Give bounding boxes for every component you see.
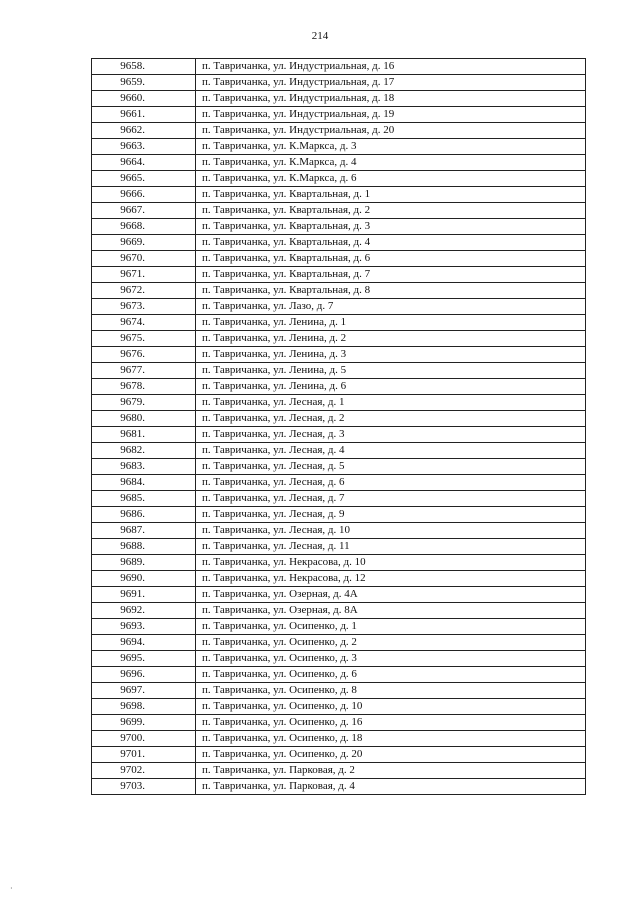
address-cell: п. Тавричанка, ул. К.Маркса, д. 4	[196, 155, 586, 171]
address-cell: п. Тавричанка, ул. Ленина, д. 3	[196, 347, 586, 363]
address-cell: п. Тавричанка, ул. Осипенко, д. 2	[196, 635, 586, 651]
row-number-cell: 9659.	[92, 75, 196, 91]
table-row	[92, 187, 586, 203]
address-cell: п. Тавричанка, ул. Осипенко, д. 20	[196, 747, 586, 763]
address-cell: п. Тавричанка, ул. Осипенко, д. 6	[196, 667, 586, 683]
address-cell: п. Тавричанка, ул. Некрасова, д. 12	[196, 571, 586, 587]
row-number-cell: 9669.	[92, 235, 196, 251]
table-row	[92, 523, 586, 539]
address-cell: п. Тавричанка, ул. Лесная, д. 4	[196, 443, 586, 459]
table-row	[92, 619, 586, 635]
table-row	[92, 411, 586, 427]
row-number-cell: 9677.	[92, 363, 196, 379]
row-number-cell: 9672.	[92, 283, 196, 299]
table-row	[92, 587, 586, 603]
table-row	[92, 667, 586, 683]
row-number-cell: 9695.	[92, 651, 196, 667]
table-row	[92, 283, 586, 299]
row-number-cell: 9693.	[92, 619, 196, 635]
row-number-cell: 9699.	[92, 715, 196, 731]
address-cell: п. Тавричанка, ул. Индустриальная, д. 16	[196, 59, 586, 75]
table-row	[92, 219, 586, 235]
table-row	[92, 427, 586, 443]
address-cell: п. Тавричанка, ул. Лесная, д. 6	[196, 475, 586, 491]
address-cell: п. Тавричанка, ул. Лесная, д. 9	[196, 507, 586, 523]
address-table-body	[92, 59, 586, 795]
address-cell: п. Тавричанка, ул. Квартальная, д. 6	[196, 251, 586, 267]
address-cell: п. Тавричанка, ул. Осипенко, д. 10	[196, 699, 586, 715]
row-number-cell: 9691.	[92, 587, 196, 603]
row-number-cell: 9689.	[92, 555, 196, 571]
address-cell: п. Тавричанка, ул. Квартальная, д. 2	[196, 203, 586, 219]
row-number-cell: 9678.	[92, 379, 196, 395]
address-cell: п. Тавричанка, ул. Квартальная, д. 1	[196, 187, 586, 203]
table-row	[92, 299, 586, 315]
table-row	[92, 139, 586, 155]
table-row	[92, 715, 586, 731]
table-row	[92, 555, 586, 571]
row-number-cell: 9683.	[92, 459, 196, 475]
table-row	[92, 347, 586, 363]
row-number-cell: 9675.	[92, 331, 196, 347]
address-cell: п. Тавричанка, ул. Осипенко, д. 16	[196, 715, 586, 731]
address-cell: п. Тавричанка, ул. Лесная, д. 10	[196, 523, 586, 539]
address-cell: п. Тавричанка, ул. Лесная, д. 1	[196, 395, 586, 411]
address-cell: п. Тавричанка, ул. Ленина, д. 2	[196, 331, 586, 347]
table-row	[92, 315, 586, 331]
row-number-cell: 9662.	[92, 123, 196, 139]
table-row	[92, 699, 586, 715]
address-cell: п. Тавричанка, ул. Ленина, д. 6	[196, 379, 586, 395]
address-cell: п. Тавричанка, ул. Лесная, д. 7	[196, 491, 586, 507]
address-cell: п. Тавричанка, ул. Квартальная, д. 8	[196, 283, 586, 299]
address-cell: п. Тавричанка, ул. Озерная, д. 4А	[196, 587, 586, 603]
table-row	[92, 571, 586, 587]
row-number-cell: 9666.	[92, 187, 196, 203]
address-cell: п. Тавричанка, ул. Осипенко, д. 1	[196, 619, 586, 635]
table-row	[92, 267, 586, 283]
address-cell: п. Тавричанка, ул. Квартальная, д. 4	[196, 235, 586, 251]
row-number-cell: 9687.	[92, 523, 196, 539]
row-number-cell: 9682.	[92, 443, 196, 459]
row-number-cell: 9701.	[92, 747, 196, 763]
row-number-cell: 9670.	[92, 251, 196, 267]
row-number-cell: 9700.	[92, 731, 196, 747]
row-number-cell: 9680.	[92, 411, 196, 427]
row-number-cell: 9663.	[92, 139, 196, 155]
table-row	[92, 603, 586, 619]
table-row	[92, 91, 586, 107]
address-cell: п. Тавричанка, ул. Индустриальная, д. 19	[196, 107, 586, 123]
row-number-cell: 9685.	[92, 491, 196, 507]
address-cell: п. Тавричанка, ул. Парковая, д. 2	[196, 763, 586, 779]
address-cell: п. Тавричанка, ул. Квартальная, д. 7	[196, 267, 586, 283]
address-cell: п. Тавричанка, ул. Лесная, д. 2	[196, 411, 586, 427]
table-row	[92, 507, 586, 523]
table-row	[92, 539, 586, 555]
row-number-cell: 9668.	[92, 219, 196, 235]
table-row	[92, 155, 586, 171]
address-cell: п. Тавричанка, ул. Парковая, д. 4	[196, 779, 586, 795]
address-cell: п. Тавричанка, ул. Лесная, д. 11	[196, 539, 586, 555]
address-cell: п. Тавричанка, ул. Квартальная, д. 3	[196, 219, 586, 235]
table-row	[92, 203, 586, 219]
address-cell: п. Тавричанка, ул. Ленина, д. 1	[196, 315, 586, 331]
row-number-cell: 9673.	[92, 299, 196, 315]
address-cell: п. Тавричанка, ул. Осипенко, д. 8	[196, 683, 586, 699]
table-row	[92, 763, 586, 779]
row-number-cell: 9690.	[92, 571, 196, 587]
address-cell: п. Тавричанка, ул. Лесная, д. 5	[196, 459, 586, 475]
row-number-cell: 9698.	[92, 699, 196, 715]
address-cell: п. Тавричанка, ул. Индустриальная, д. 20	[196, 123, 586, 139]
table-row	[92, 395, 586, 411]
row-number-cell: 9681.	[92, 427, 196, 443]
table-row	[92, 107, 586, 123]
row-number-cell: 9665.	[92, 171, 196, 187]
row-number-cell: 9692.	[92, 603, 196, 619]
row-number-cell: 9703.	[92, 779, 196, 795]
row-number-cell: 9702.	[92, 763, 196, 779]
table-row	[92, 459, 586, 475]
address-cell: п. Тавричанка, ул. Осипенко, д. 3	[196, 651, 586, 667]
table-row	[92, 779, 586, 795]
scan-mark: ·	[10, 884, 13, 893]
address-cell: п. Тавричанка, ул. Лазо, д. 7	[196, 299, 586, 315]
table-row	[92, 171, 586, 187]
table-row	[92, 379, 586, 395]
address-cell: п. Тавричанка, ул. Ленина, д. 5	[196, 363, 586, 379]
row-number-cell: 9697.	[92, 683, 196, 699]
table-row	[92, 363, 586, 379]
table-row	[92, 235, 586, 251]
address-cell: п. Тавричанка, ул. Озерная, д. 8А	[196, 603, 586, 619]
table-row	[92, 331, 586, 347]
address-cell: п. Тавричанка, ул. К.Маркса, д. 6	[196, 171, 586, 187]
table-row	[92, 475, 586, 491]
table-row	[92, 59, 586, 75]
row-number-cell: 9686.	[92, 507, 196, 523]
table-row	[92, 491, 586, 507]
table-row	[92, 651, 586, 667]
table-row	[92, 75, 586, 91]
row-number-cell: 9694.	[92, 635, 196, 651]
page-number: 214	[311, 30, 329, 42]
address-table	[91, 58, 586, 795]
row-number-cell: 9667.	[92, 203, 196, 219]
row-number-cell: 9679.	[92, 395, 196, 411]
address-cell: п. Тавричанка, ул. Лесная, д. 3	[196, 427, 586, 443]
row-number-cell: 9661.	[92, 107, 196, 123]
row-number-cell: 9658.	[92, 59, 196, 75]
table-row	[92, 443, 586, 459]
address-cell: п. Тавричанка, ул. К.Маркса, д. 3	[196, 139, 586, 155]
table-row	[92, 635, 586, 651]
table-row	[92, 683, 586, 699]
row-number-cell: 9671.	[92, 267, 196, 283]
row-number-cell: 9684.	[92, 475, 196, 491]
row-number-cell: 9674.	[92, 315, 196, 331]
row-number-cell: 9676.	[92, 347, 196, 363]
row-number-cell: 9696.	[92, 667, 196, 683]
address-cell: п. Тавричанка, ул. Индустриальная, д. 18	[196, 91, 586, 107]
address-cell: п. Тавричанка, ул. Некрасова, д. 10	[196, 555, 586, 571]
row-number-cell: 9688.	[92, 539, 196, 555]
row-number-cell: 9660.	[92, 91, 196, 107]
address-cell: п. Тавричанка, ул. Индустриальная, д. 17	[196, 75, 586, 91]
table-row	[92, 731, 586, 747]
table-row	[92, 747, 586, 763]
table-row	[92, 251, 586, 267]
address-cell: п. Тавричанка, ул. Осипенко, д. 18	[196, 731, 586, 747]
table-row	[92, 123, 586, 139]
row-number-cell: 9664.	[92, 155, 196, 171]
